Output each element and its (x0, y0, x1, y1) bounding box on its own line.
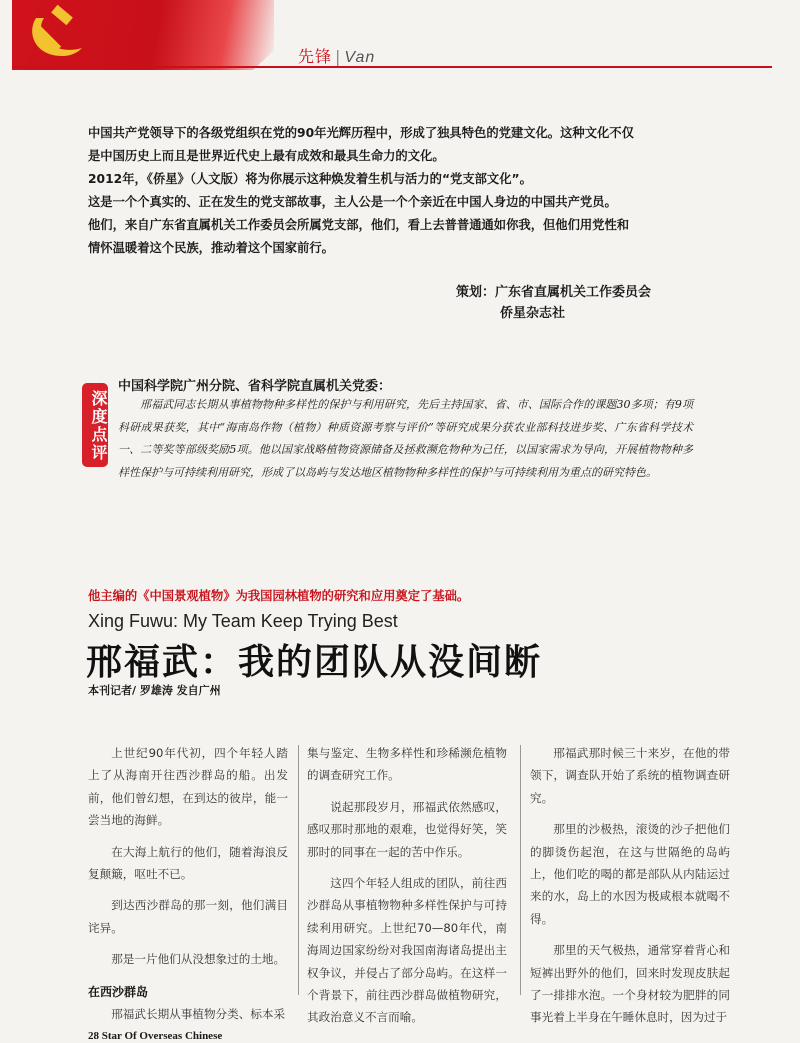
intro-line: 是中国历史上而且是世界近代史上最有成效和最具生命力的文化。 (88, 149, 445, 163)
section-divider: | (335, 47, 342, 66)
article-column-2 (307, 742, 507, 1038)
planner-org-2: 侨星杂志社 (500, 306, 566, 321)
intro-line: 情怀温暖着这个民族，推动着这个国家前行。 (88, 241, 334, 255)
review-body: 邢福武同志长期从事植物物种多样性的保护与利用研究，先后主持国家、省、市、国际合作的课题30多项；有9项科研成果获奖，其中“海南岛作物（植物）种质资源考察与评价”等研究成果分获农业部科技进步奖、广东省科学技术一、二等奖等部级奖励5项。他以国家战略植物资源储备及拯救濒危物种为己任，以国家需求为导向，开展植物物种多样性保护与可持续利用研究，形成了以岛屿与发达地区植物物种多样性的保护与可持续利用为重点的研究特色。 (118, 398, 693, 479)
paragraph: 集与鉴定、生物多样性和珍稀濒危植物的调查研究工作。 (307, 746, 507, 783)
paragraph: 邢福武那时候三十来岁，在他的带领下，调查队开始了系统的植物调查研究。 (530, 746, 730, 805)
intro-line: 他们，来自广东省直属机关工作委员会所属党支部，他们，看上去普普通通如你我，但他们用党性和 (88, 218, 630, 232)
paragraph: 说起那段岁月，邢福武依然感叹，感叹那时那地的艰难，也觉得好笑，笑那时的同事在一起的苦中作乐。 (307, 799, 507, 859)
page-footer (88, 1030, 222, 1042)
byline: 本刊记者/ 罗雄涛 发自广州 (88, 684, 221, 697)
planner-credit (456, 282, 651, 324)
paragraph: 到达西沙群岛的那一刻，他们满目诧异。 (88, 898, 288, 935)
section-label-cn: 先锋 (298, 47, 333, 66)
planner-label: 策划： (456, 285, 496, 300)
intro-line: 2012年，《侨星》（人文版）将为你展示这种焕发着生机与活力的“党支部文化”。 (88, 172, 532, 186)
paragraph: 那里的天气极热，通常穿着背心和短裤出野外的他们，回来时发现皮肤起了一排排水泡。一个身材较为肥胖的同事光着上半身在午睡休息时，因为过于 (530, 943, 730, 1025)
paragraph: 在大海上航行的他们，随着海浪反复颠簸，呕吐不已。 (88, 844, 288, 882)
article-column-3 (530, 742, 730, 1038)
paragraph: 这四个年轻人组成的团队，前往西沙群岛从事植物物种多样性保护与可持续利用研究。上世纪70—80年代，南海周边国家纷纷对我国南海诸岛提出主权争议，并侵占了部分岛屿。在这样一个背景下，前往西沙群岛做植物研究，其政治意义不言而喻。 (307, 876, 507, 1025)
intro-line: 中国共产党领导下的各级党组织在党的90年光辉历程中，形成了独具特色的党建文化。这种文化不仅 (88, 126, 634, 140)
highlight-quote: 他主编的《中国景观植物》为我国园林植物的研究和应用奠定了基础。 (88, 589, 470, 603)
article-title-en: Xing Fuwu: My Team Keep Trying Best (88, 611, 398, 631)
paragraph: 那里的沙极热，滚烫的沙子把他们的脚烫伤起泡，在这与世隔绝的岛屿上，他们吃的喝的都是部队从内陆运过来的水，岛上的水因为极咸根本就喝不得。 (530, 822, 730, 926)
section-label-en: Van (344, 49, 376, 66)
article-title-cn: 邢福武：我的团队从没间断 (86, 642, 543, 683)
paragraph: 邢福武长期从事植物分类、标本采 (111, 1007, 286, 1022)
page-number: 28 (88, 1030, 99, 1042)
intro-text (88, 122, 698, 260)
in-depth-review-badge: 深度点评 (82, 383, 108, 467)
section-label (298, 44, 375, 67)
column-divider (520, 745, 521, 995)
paragraph: 上世纪90年代初，四个年轻人踏上了从海南开往西沙群岛的船。出发前，他们曾幻想，在到达的彼岸，能一尝当地的海鲜。 (88, 746, 288, 828)
paragraph: 那是一片他们从没想象过的土地。 (111, 952, 286, 967)
subheading: 在西沙群岛 (88, 984, 149, 999)
hammer-sickle-icon (22, 4, 86, 64)
header-rule (12, 66, 772, 68)
magazine-name: Star Of Overseas Chinese (101, 1030, 223, 1042)
planner-org-1: 广东省直属机关工作委员会 (495, 285, 652, 300)
review-heading: 中国科学院广州分院、省科学院直属机关党委： (118, 379, 392, 394)
column-divider (298, 745, 299, 995)
intro-line: 这是一个个真实的、正在发生的党支部故事，主人公是一个个亲近在中国人身边的中国共产党员。 (88, 195, 617, 209)
article-column-1 (88, 742, 288, 1034)
